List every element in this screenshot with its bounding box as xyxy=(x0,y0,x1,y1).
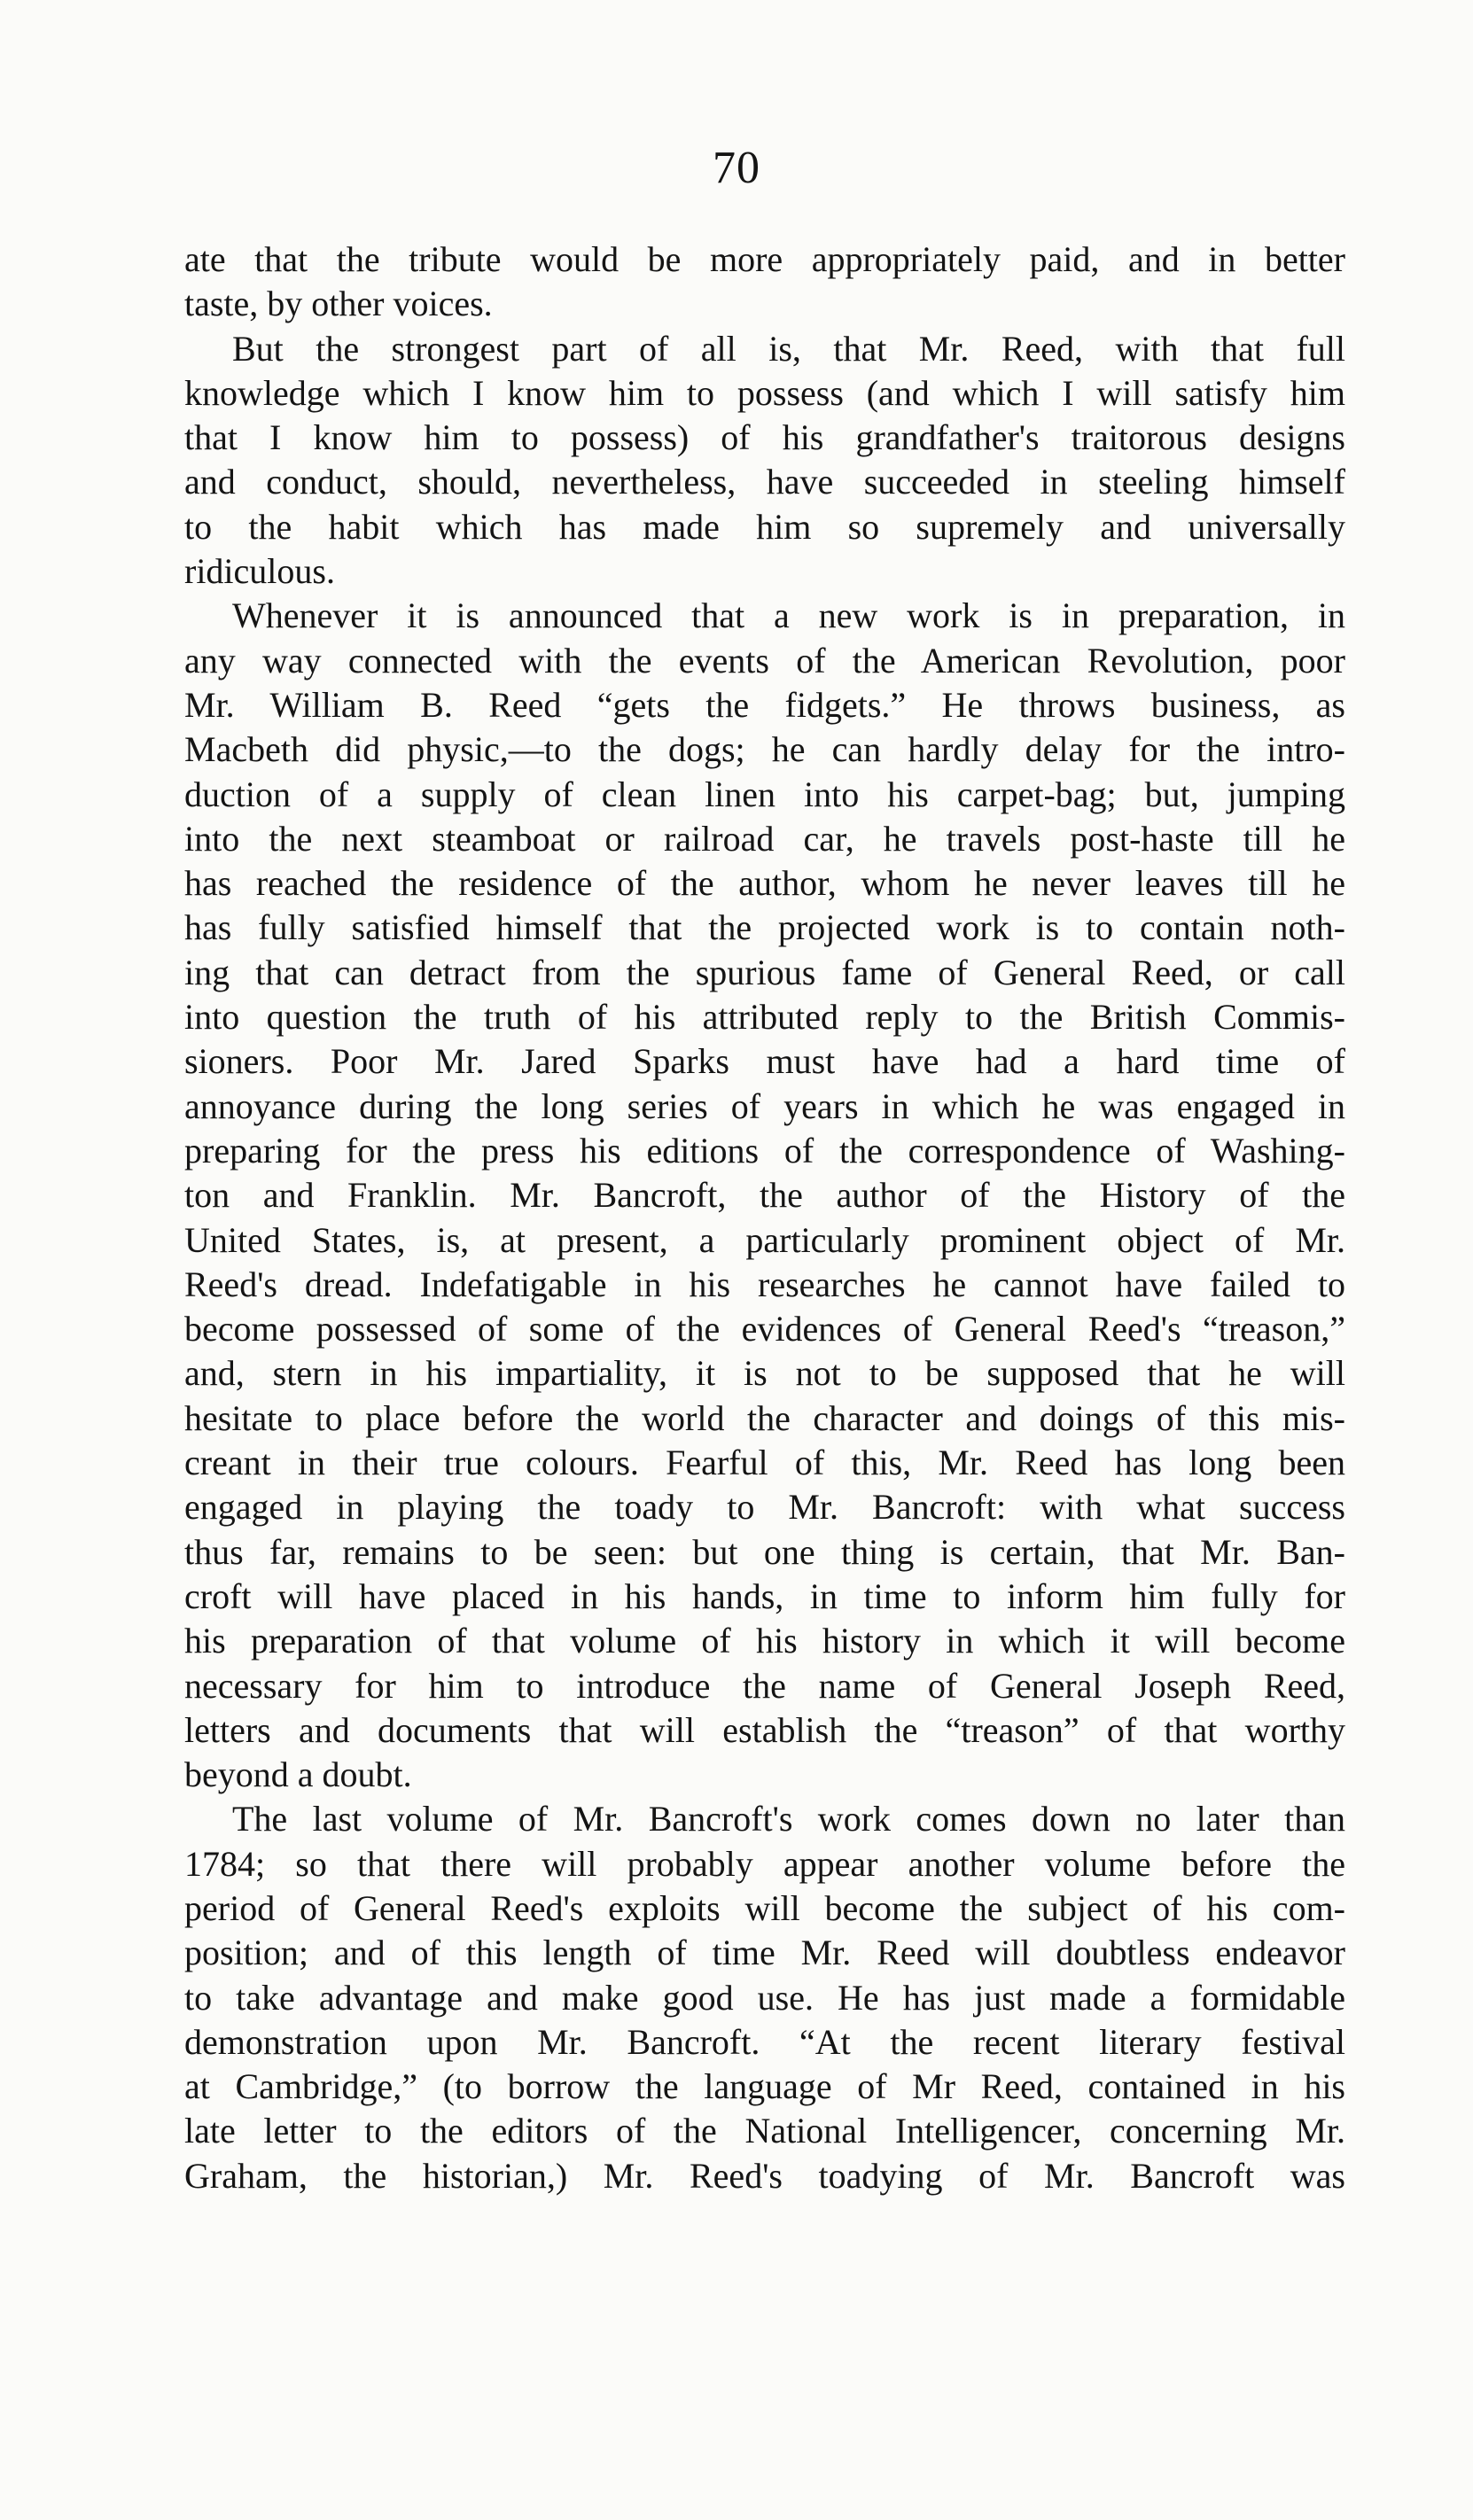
text-line: into question the truth of his attributed reply to the British Commis- xyxy=(184,997,1345,1038)
text-line: hesitate to place before the world the character and doings of this mis- xyxy=(184,1397,1345,1438)
text-line: has fully satisfied himself that the projected work is to contain noth- xyxy=(184,907,1345,948)
text-line: Macbeth did physic,—to the dogs; he can hardly delay for the intro- xyxy=(184,729,1345,770)
body-text xyxy=(184,237,1345,2198)
text-line: position; and of this length of time Mr. Reed will doubtless endeavor xyxy=(184,1933,1345,1973)
text-line: beyond a doubt. xyxy=(184,1754,412,1795)
text-line: at Cambridge,” (to borrow the language of Mr Reed, contained in his xyxy=(184,2066,1345,2107)
text-line: to take advantage and make good use. He has just made a formidable xyxy=(184,1977,1345,2018)
text-line: sioners. Poor Mr. Jared Sparks must have had a hard time of xyxy=(184,1041,1345,1082)
text-line: any way connected with the events of the American Revolution, poor xyxy=(184,640,1345,681)
text-line: United States, is, at present, a particularly prominent object of Mr. xyxy=(184,1219,1345,1260)
text-line: duction of a supply of clean linen into his carpet-bag; but, jumping xyxy=(184,774,1345,814)
text-line: The last volume of Mr. Bancroft's work comes down no later than xyxy=(232,1799,1345,1839)
text-line: creant in their true colours. Fearful of this, Mr. Reed has long been xyxy=(184,1443,1345,1483)
text-line: Mr. William B. Reed “gets the fidgets.” He throws business, as xyxy=(184,684,1345,725)
text-line: necessary for him to introduce the name of General Joseph Reed, xyxy=(184,1665,1345,1706)
text-line: period of General Reed's exploits will become the subject of his com- xyxy=(184,1887,1345,1928)
text-line: has reached the residence of the author, whom he never leaves till he xyxy=(184,863,1345,904)
text-line: But the strongest part of all is, that Mr. Reed, with that full xyxy=(232,328,1345,369)
text-line: ton and Franklin. Mr. Bancroft, the author of the History of the xyxy=(184,1175,1345,1216)
text-line: become possessed of some of the evidences of General Reed's “treason,” xyxy=(184,1309,1345,1349)
text-line: to the habit which has made him so supremely and universally xyxy=(184,506,1345,547)
text-line: letters and documents that will establish the “treason” of that worthy xyxy=(184,1709,1345,1750)
text-line: late letter to the editors of the National Intelligencer, concerning Mr. xyxy=(184,2111,1345,2151)
text-line: engaged in playing the toady to Mr. Bancroft: with what success xyxy=(184,1487,1345,1528)
text-line: demonstration upon Mr. Bancroft. “At the recent literary festival xyxy=(184,2021,1345,2062)
text-line: into the next steamboat or railroad car, he travels post-haste till he xyxy=(184,818,1345,859)
text-line: that I know him to possess) of his grandfather's traitorous designs xyxy=(184,417,1345,458)
text-line: 1784; so that there will probably appear another volume before the xyxy=(184,1843,1345,1884)
text-line: his preparation of that volume of his history in which it will become xyxy=(184,1621,1345,1661)
text-line: Whenever it is announced that a new work is in preparation, in xyxy=(232,595,1345,636)
text-line: ridiculous. xyxy=(184,551,335,592)
text-line: taste, by other voices. xyxy=(184,284,493,324)
text-line: and conduct, should, nevertheless, have succeeded in steeling himself xyxy=(184,462,1345,502)
text-line: croft will have placed in his hands, in time to inform him fully for xyxy=(184,1575,1345,1616)
text-line: knowledge which I know him to possess (and which I will satisfy him xyxy=(184,372,1345,413)
text-line: ate that the tribute would be more appropriately paid, and in better xyxy=(184,239,1345,279)
text-line: Graham, the historian,) Mr. Reed's toadying of Mr. Bancroft was xyxy=(184,2155,1345,2196)
text-line: annoyance during the long series of years in which he was engaged in xyxy=(184,1085,1345,1126)
text-line: ing that can detract from the spurious fame of General Reed, or call xyxy=(184,952,1345,992)
text-line: preparing for the press his editions of the correspondence of Washing- xyxy=(184,1130,1345,1171)
text-line: thus far, remains to be seen: but one thing is certain, that Mr. Ban- xyxy=(184,1531,1345,1572)
page-number: 70 xyxy=(713,143,760,193)
text-line: and, stern in his impartiality, it is not to be supposed that he will xyxy=(184,1353,1345,1394)
text-line: Reed's dread. Indefatigable in his researches he cannot have failed to xyxy=(184,1264,1345,1304)
